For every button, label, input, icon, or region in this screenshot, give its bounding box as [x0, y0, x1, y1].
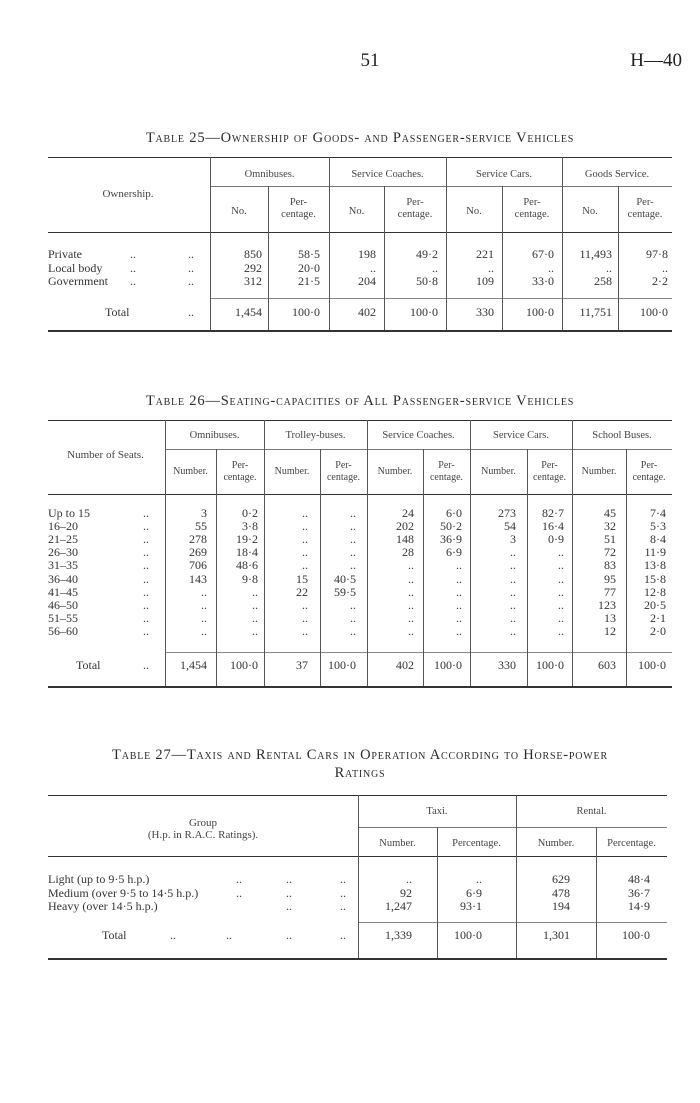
table-cell: 33·0 [532, 274, 554, 289]
row-header: Group [188, 817, 218, 829]
total-cell: 603 [598, 658, 616, 672]
total-cell: 100·0 [622, 928, 650, 942]
table-cell: 143 [189, 571, 207, 586]
table-cell: .. [510, 571, 516, 586]
table-cell: .. [432, 260, 438, 275]
col-header-no: Number. [481, 466, 516, 477]
table-cell: 0·9 [548, 532, 564, 547]
table-cell: .. [456, 610, 462, 625]
table-cell: .. [408, 623, 414, 638]
table-cell: 92 [400, 885, 412, 900]
leader-dots: .. [143, 658, 149, 672]
table-cell: .. [406, 872, 412, 886]
table-cell: .. [510, 545, 516, 560]
table-cell: 312 [244, 274, 262, 289]
leader-dots: .. [286, 872, 292, 886]
col-header-pct: Per- centage. [223, 460, 257, 483]
table-cell: 59·5 [334, 584, 356, 599]
total-cell: 100·0 [454, 928, 482, 942]
row-label: Private [48, 247, 82, 261]
row-label: Government [48, 274, 108, 289]
table-cell: 478 [552, 885, 570, 900]
rule [210, 298, 672, 299]
table-cell: 32 [604, 519, 616, 534]
table-cell: 11·9 [644, 545, 666, 560]
table-cell: .. [302, 519, 308, 534]
group-header: Service Coaches. [382, 430, 455, 441]
leader-dots: .. [340, 899, 346, 914]
table-cell: 24 [402, 506, 414, 520]
leader-dots: .. [188, 260, 194, 275]
col-header-pct: Per- centage. [326, 460, 361, 483]
table-cell: .. [350, 597, 356, 612]
leader-dots: .. [130, 274, 136, 289]
total-label: Total [102, 928, 127, 942]
group-header: Rental. [576, 806, 607, 817]
table-cell: .. [558, 571, 564, 586]
table-cell: .. [558, 545, 564, 560]
table-cell: 19·2 [236, 532, 258, 547]
table-cell: 7·4 [650, 506, 666, 520]
rule [48, 157, 672, 158]
table-cell: .. [558, 623, 564, 638]
row-label: 51–55 [48, 610, 78, 625]
table-cell: .. [350, 545, 356, 560]
total-cell: 1,301 [543, 928, 570, 942]
table-cell: 49·2 [416, 247, 438, 261]
total-cell: 402 [358, 305, 376, 319]
table-cell: .. [408, 610, 414, 625]
rule [358, 922, 667, 923]
table-cell: .. [252, 597, 258, 612]
total-cell: 100·0 [536, 658, 564, 672]
table-cell: .. [201, 623, 207, 638]
total-cell: 1,339 [385, 928, 412, 942]
leader-dots: .. [143, 571, 149, 586]
page-number: 51 [360, 50, 380, 71]
table-cell: 54 [504, 519, 516, 534]
row-label: 41–45 [48, 584, 78, 599]
leader-dots: .. [188, 274, 194, 289]
table-cell: 83 [604, 558, 616, 573]
group-header: Omnibuses. [244, 169, 295, 180]
total-label: Total [105, 305, 130, 319]
table-cell: .. [252, 610, 258, 625]
leader-dots: .. [236, 885, 242, 900]
table-cell: .. [662, 260, 668, 275]
table26-title: Table 26—Seating-capacities of All Passenger-service Vehicles [145, 393, 575, 409]
table-cell: 50·2 [440, 519, 462, 534]
table-cell: 55 [195, 519, 207, 534]
table-cell: .. [456, 597, 462, 612]
row-label: Light (up to 9·5 h.p.) [48, 872, 150, 886]
group-header: Service Coaches. [351, 169, 424, 180]
col-header-no: Number. [274, 466, 310, 477]
group-header: Omnibuses. [189, 430, 240, 441]
row-label: 21–25 [48, 532, 78, 547]
row-label: 16–20 [48, 519, 78, 534]
table-cell: 269 [189, 545, 207, 560]
group-header: Taxi. [426, 806, 448, 817]
table-cell: 77 [604, 584, 616, 599]
table-cell: 28 [402, 545, 414, 560]
table-cell: 629 [552, 872, 570, 886]
row-label: 46–50 [48, 597, 78, 612]
total-label: Total [76, 658, 101, 672]
rule [48, 232, 672, 233]
table-cell: 221 [476, 247, 494, 261]
rule [358, 827, 667, 828]
col-header-pct: Per- centage. [532, 460, 567, 483]
total-cell: 1,454 [180, 658, 207, 672]
total-cell: 100·0 [328, 658, 356, 672]
table-cell: .. [350, 558, 356, 573]
rule [165, 449, 672, 450]
total-cell: 37 [296, 658, 308, 672]
table-cell: 12 [604, 623, 616, 638]
total-cell: 100·0 [638, 658, 666, 672]
table-cell: 292 [244, 260, 262, 275]
table-cell: 109 [476, 274, 494, 289]
rule [48, 494, 672, 495]
table-cell: 82·7 [542, 506, 564, 520]
table-cell: .. [350, 532, 356, 547]
table-cell: .. [510, 597, 516, 612]
table-cell: .. [456, 558, 462, 573]
table-cell: 850 [244, 247, 262, 261]
leader-dots: .. [143, 506, 149, 520]
col-header-pct: Per- centage. [281, 197, 316, 220]
row-label: 36–40 [48, 571, 78, 586]
leader-dots: .. [143, 584, 149, 599]
table-cell: 58·5 [298, 247, 320, 261]
table-cell: 51 [604, 532, 616, 547]
table-cell: 3·8 [242, 519, 258, 534]
total-cell: 100·0 [292, 305, 320, 319]
table-cell: 0·2 [242, 506, 258, 520]
table-cell: 15·8 [644, 571, 666, 586]
row-label: Medium (over 9·5 to 14·5 h.p.) [48, 885, 199, 900]
table-cell: 21·5 [298, 274, 320, 289]
rule [165, 652, 672, 653]
leader-dots: .. [143, 623, 149, 638]
table25-title: Table 25—Ownership of Goods- and Passenger-service Vehicles [145, 130, 575, 146]
table-cell: .. [201, 597, 207, 612]
table-cell: .. [252, 623, 258, 638]
table-cell: .. [606, 260, 612, 275]
table-cell: 97·8 [646, 247, 668, 261]
table-cell: 148 [396, 532, 414, 547]
total-cell: 100·0 [640, 305, 668, 319]
group-header: Goods Service. [584, 169, 650, 180]
table-cell: .. [456, 584, 462, 599]
table-cell: 36·7 [628, 885, 650, 900]
rule [48, 958, 667, 960]
table-cell: 50·8 [416, 274, 438, 289]
group-header: Service Cars. [476, 169, 532, 180]
table-cell: 3 [510, 532, 516, 547]
table-cell: .. [302, 610, 308, 625]
table-cell: 13·8 [644, 558, 666, 573]
table-cell: .. [488, 260, 494, 275]
table-cell: 48·4 [628, 872, 650, 886]
total-cell: 100·0 [434, 658, 462, 672]
table27-title-line1: Table 27—Taxis and Rental Cars in Operation According to Horse-power [112, 747, 608, 763]
leader-dots: .. [130, 260, 136, 275]
row-label: Up to 15 [48, 506, 90, 520]
table-cell: .. [370, 260, 376, 275]
row-header: (H.p. in R.A.C. Ratings). [147, 829, 259, 841]
table-cell: .. [408, 584, 414, 599]
table-cell: .. [510, 610, 516, 625]
leader-dots: .. [143, 545, 149, 560]
table-cell: .. [350, 519, 356, 534]
table-cell: .. [408, 571, 414, 586]
table-cell: .. [201, 610, 207, 625]
table-cell: 2·1 [650, 610, 666, 625]
leader-dots: .. [143, 519, 149, 534]
row-header: Ownership. [102, 188, 154, 200]
table-cell: 2·2 [652, 274, 668, 289]
leader-dots: .. [340, 872, 346, 886]
leader-dots: .. [286, 928, 292, 942]
leader-dots: .. [188, 247, 194, 261]
leader-dots: .. [340, 885, 346, 900]
col-header-no: Number. [377, 466, 413, 477]
table-cell: .. [510, 558, 516, 573]
total-cell: 330 [476, 305, 494, 319]
table-cell: 18·4 [236, 545, 258, 560]
rule [48, 686, 672, 688]
table-cell: 6·9 [466, 885, 482, 900]
row-header: Number of Seats. [67, 449, 144, 461]
col-header-pct: Per- centage. [429, 460, 464, 483]
table-cell: 273 [498, 506, 516, 520]
table-cell: 93·1 [460, 899, 482, 914]
leader-dots: .. [340, 928, 346, 942]
col-header-no: No. [231, 206, 247, 217]
leader-dots: .. [143, 558, 149, 573]
table-cell: .. [302, 545, 308, 560]
row-label: Local body [48, 260, 103, 275]
col-header-pct: Per- centage. [397, 197, 433, 220]
table-cell: 14·9 [628, 899, 650, 914]
table-cell: 258 [594, 274, 612, 289]
table-cell: 36·9 [440, 532, 462, 547]
table-cell: 204 [358, 274, 376, 289]
table-cell: 6·9 [446, 545, 462, 560]
table-cell: .. [408, 597, 414, 612]
leader-dots: .. [226, 928, 232, 942]
total-cell: 100·0 [410, 305, 438, 319]
rule [210, 186, 672, 187]
column-divider [210, 157, 211, 330]
col-header-no: No. [348, 206, 365, 217]
section-code: H—40 [630, 50, 682, 71]
table-cell: 40·5 [334, 571, 356, 586]
group-header: Trolley-buses. [285, 430, 346, 441]
row-label: 26–30 [48, 545, 78, 560]
total-cell: 330 [498, 658, 516, 672]
col-header-no: Number. [173, 466, 208, 477]
table-cell: .. [510, 623, 516, 638]
group-header: Service Cars. [493, 430, 549, 441]
table-cell: 20·5 [644, 597, 666, 612]
table-cell: .. [510, 584, 516, 599]
column-divider [562, 157, 563, 330]
table-cell: 123 [598, 597, 616, 612]
total-cell: 1,454 [235, 305, 262, 319]
table-cell: .. [350, 610, 356, 625]
leader-dots: .. [130, 247, 136, 261]
col-header-pct: Percentage. [607, 838, 656, 849]
leader-dots: .. [236, 872, 242, 886]
table-cell: .. [476, 872, 482, 886]
table-cell: 72 [604, 545, 616, 560]
row-label: Heavy (over 14·5 h.p.) [48, 899, 158, 914]
table-cell: .. [548, 260, 554, 275]
table-cell: 202 [396, 519, 414, 534]
table-cell: 706 [189, 558, 207, 573]
table-cell: .. [350, 623, 356, 638]
leader-dots: .. [170, 928, 176, 942]
column-divider [446, 157, 447, 330]
table27-title-line2: Ratings [334, 765, 386, 781]
table-cell: .. [558, 584, 564, 599]
col-header-no: Number. [379, 838, 416, 849]
rule [48, 330, 672, 332]
col-header-no: No. [582, 206, 598, 217]
col-header-pct: Per- centage. [627, 197, 663, 220]
col-header-pct: Percentage. [452, 838, 501, 849]
table-cell: 67·0 [532, 247, 554, 261]
table-cell: 8·4 [650, 532, 666, 547]
leader-dots: .. [286, 885, 292, 900]
table-cell: 12·8 [644, 584, 666, 599]
table-cell: .. [456, 571, 462, 586]
table-cell: .. [302, 532, 308, 547]
leader-dots: .. [286, 899, 292, 914]
total-cell: 100·0 [526, 305, 554, 319]
table-cell: .. [302, 506, 308, 520]
table-cell: .. [558, 558, 564, 573]
leader-dots: .. [143, 610, 149, 625]
table-cell: .. [350, 506, 356, 520]
table-cell: 20·0 [298, 260, 320, 275]
table-cell: .. [408, 558, 414, 573]
table-cell: .. [456, 623, 462, 638]
table-cell: .. [302, 597, 308, 612]
col-header-no: Number. [581, 466, 617, 477]
table-cell: 11,493 [579, 247, 612, 261]
total-cell: 402 [396, 658, 414, 672]
table-cell: 198 [358, 247, 376, 261]
total-cell: 11,751 [579, 305, 612, 319]
row-label: 56–60 [48, 623, 78, 638]
table-cell: 194 [552, 899, 570, 914]
table-cell: .. [558, 610, 564, 625]
row-label: 31–35 [48, 558, 78, 573]
leader-dots: .. [188, 305, 194, 319]
total-cell: 100·0 [230, 658, 258, 672]
group-header: School Buses. [592, 430, 652, 441]
leader-dots: .. [143, 597, 149, 612]
table-cell: 15 [296, 571, 308, 586]
column-divider [329, 157, 330, 330]
table-cell: .. [252, 584, 258, 599]
col-header-pct: Per- centage. [632, 460, 666, 483]
table-cell: .. [302, 623, 308, 638]
table-cell: 2·0 [650, 623, 666, 638]
table-cell: .. [201, 584, 207, 599]
table-cell: 95 [604, 571, 616, 586]
col-header-no: No. [466, 206, 482, 217]
table-cell: 6·0 [446, 506, 462, 520]
table-cell: 22 [296, 584, 308, 599]
table-cell: 1,247 [385, 899, 412, 914]
table-cell: .. [558, 597, 564, 612]
col-header-pct: Per- centage. [514, 197, 550, 220]
col-header-no: Number. [537, 838, 575, 849]
table-cell: .. [302, 558, 308, 573]
table-cell: 278 [189, 532, 207, 547]
table-cell: 45 [604, 506, 616, 520]
rule [48, 420, 672, 421]
table-cell: 5·3 [650, 519, 666, 534]
leader-dots: .. [143, 532, 149, 547]
table-cell: 3 [201, 506, 207, 520]
table-cell: 13 [604, 610, 616, 625]
table-cell: 48·6 [236, 558, 258, 573]
table-cell: 9·8 [242, 571, 258, 586]
table-cell: 16·4 [542, 519, 564, 534]
